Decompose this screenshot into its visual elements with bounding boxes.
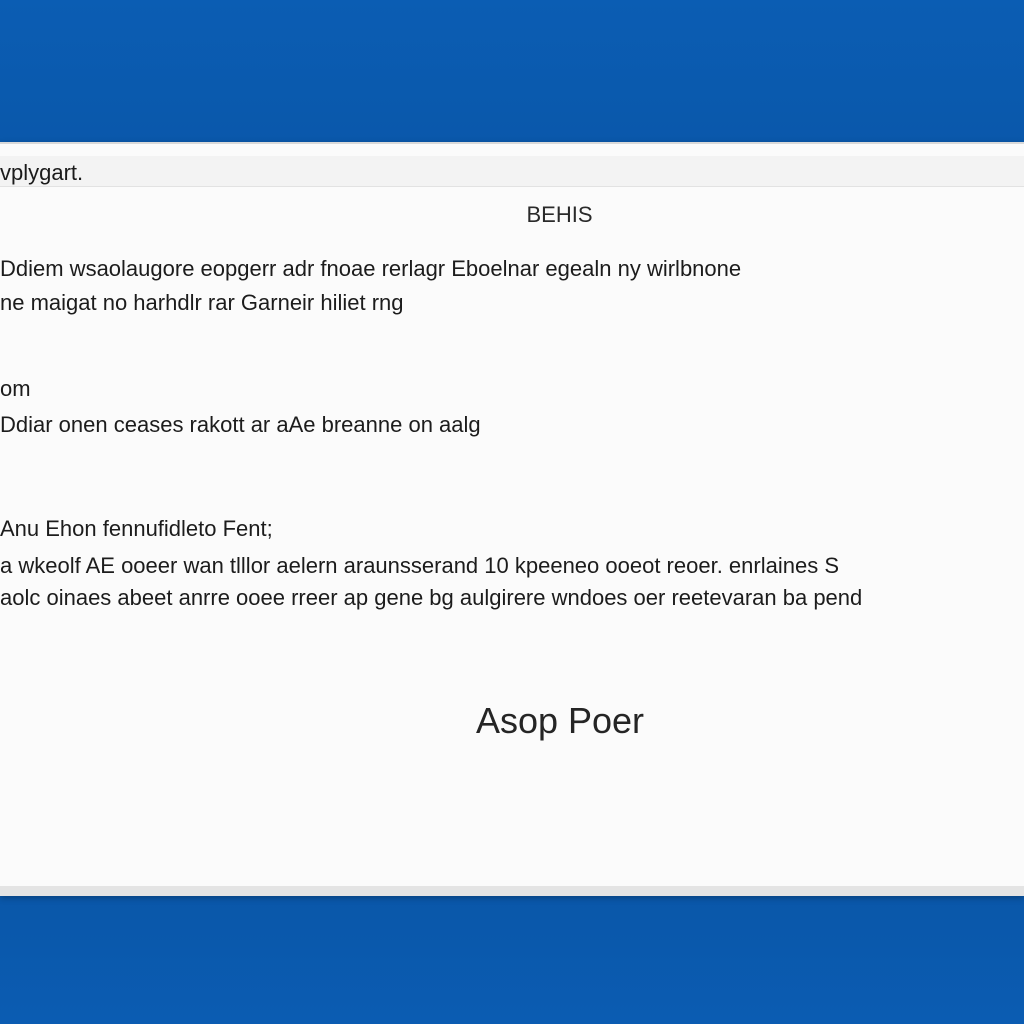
desktop-backdrop-bottom (0, 896, 1024, 1024)
desktop-backdrop-top (0, 0, 1024, 142)
section-label: om (0, 376, 31, 401)
title-bar[interactable] (0, 156, 1024, 187)
window-title: vplygart. (0, 160, 84, 185)
paragraph-3-line-1: a wkeolf AE ooeer wan tlllor aelern araunsserand 10 kpeeneo ooeot reoer. enrlaines S (0, 553, 839, 578)
paragraph-2 (0, 408, 1024, 442)
paragraph-1 (0, 252, 1024, 320)
paragraph-2-line-1: Ddiar onen ceases rakott ar aAe breanne on aalg (0, 412, 481, 437)
dialog-heading: BEHIS (526, 202, 593, 227)
action-button[interactable]: Asop Poer (420, 696, 700, 746)
dialog-window (0, 142, 1024, 896)
paragraph-1-line-2: ne maigat no harhdlr rar Garneir hiliet rng (0, 290, 404, 315)
paragraph-3-line-2: aolc oinaes abeet anrre ooee rreer ap gene bg aulgirere wndoes oer reetevaran ba pend (0, 585, 863, 610)
paragraph-3 (0, 550, 1024, 614)
paragraph-1-line-1: Ddiem wsaolaugore eopgerr adr fnoae rerlagr Eboelnar egealn ny wirlbnone (0, 256, 742, 281)
section-title: Anu Ehon fennufidleto Fent; (0, 516, 273, 541)
